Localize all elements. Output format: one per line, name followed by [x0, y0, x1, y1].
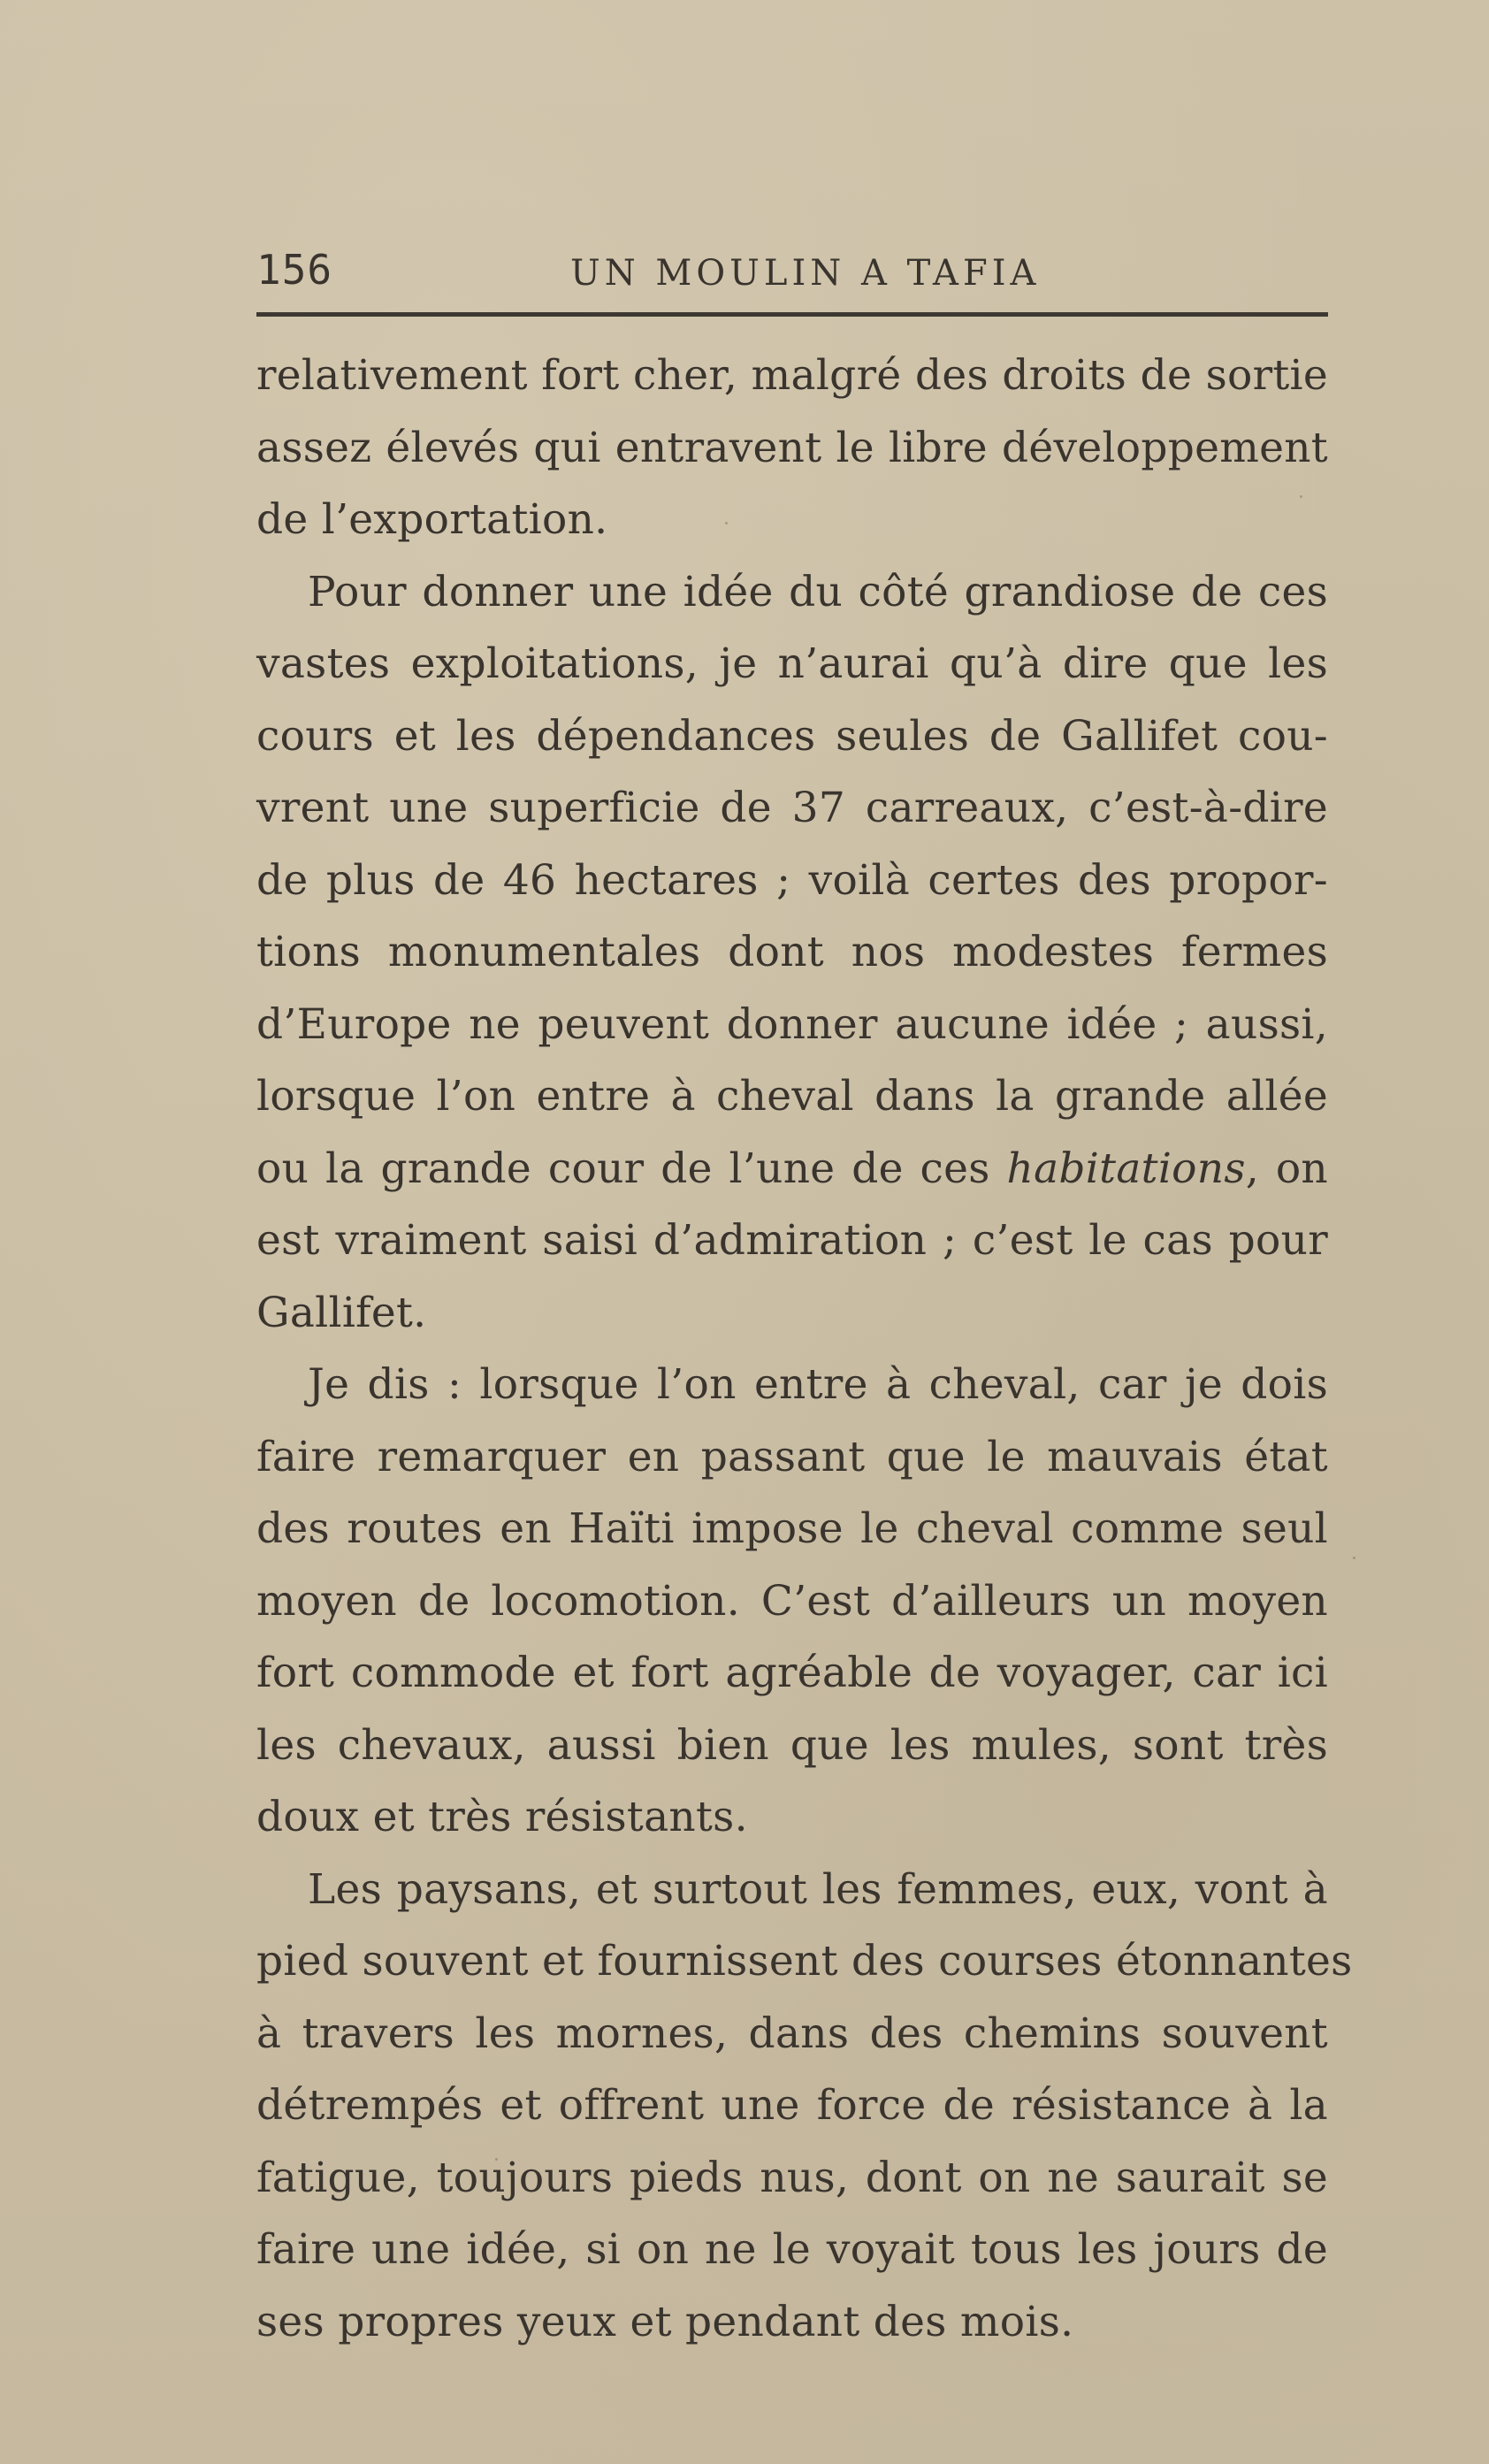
text-segment: faire remarquer en passant que le mauvais état [256, 1432, 1328, 1481]
text-segment: détrempés et offrent une force de résistance à la [256, 2081, 1328, 2130]
text-segment: moyen de locomotion. C’est d’ailleurs un moyen [256, 1576, 1328, 1626]
text-line [256, 340, 1328, 412]
text-line [256, 1493, 1328, 1565]
text-line [256, 1565, 1328, 1638]
text-line [256, 1133, 1328, 1205]
text-line [256, 1854, 1328, 1926]
text-segment: cours et les dépendances seules de Gallifet cou- [256, 711, 1328, 761]
page-number: 156 [256, 246, 333, 294]
text-segment: Pour donner une idée du côté grandiose de ces [308, 567, 1328, 616]
text-line [256, 916, 1328, 989]
text-line [256, 412, 1328, 485]
text-line [256, 1277, 1328, 1350]
text-line [256, 484, 1328, 556]
text-segment: d’Europe ne peuvent donner aucune idée ; aussi, [256, 999, 1328, 1049]
text-line [256, 2142, 1328, 2215]
text-line [256, 1060, 1328, 1133]
text-line [256, 628, 1328, 700]
text-segment: à travers les mornes, dans des chemins souvent [256, 2009, 1328, 2058]
text-segment: Je dis : lorsque l’on entre à cheval, car je dois [308, 1360, 1328, 1409]
text-segment: vastes exploitations, je n’aurai qu’à dire que les [256, 639, 1328, 688]
text-segment: faire une idée, si on ne le voyait tous les jours de [256, 2225, 1328, 2274]
text-segment: ses propres yeux et pendant des mois. [256, 2297, 1074, 2346]
paper-speck [725, 522, 728, 524]
text-line [256, 1998, 1328, 2070]
text-segment: des routes en Haïti impose le cheval comme seul [256, 1504, 1328, 1553]
text-line [256, 556, 1328, 629]
paper-speck [495, 2158, 498, 2161]
text-segment: fort commode et fort agréable de voyager, car ici [256, 1649, 1328, 1697]
text-line [256, 1710, 1328, 1782]
body-text [256, 340, 1353, 2358]
text-line [256, 2070, 1328, 2142]
text-segment: de plus de 46 hectares ; voilà certes des propor- [256, 855, 1328, 905]
text-segment: les chevaux, aussi bien que les mules, sont très [256, 1720, 1328, 1770]
text-segment: est vraiment saisi d’admiration ; c’est le cas pour [256, 1216, 1328, 1265]
text-segment: lorsque l’on entre à cheval dans la grande allée [256, 1072, 1328, 1121]
text-line [256, 700, 1328, 773]
text-segment: vrent une superficie de 37 carreaux, c’est-à-dire [256, 784, 1328, 832]
header-rule [256, 312, 1328, 317]
text-line [256, 845, 1328, 917]
text-segment: relativement fort cher, malgré des droits de sortie [256, 351, 1328, 400]
page-header [256, 237, 1326, 317]
text-line [256, 2286, 1328, 2359]
text-line [256, 2214, 1328, 2286]
text-line [256, 1205, 1328, 1277]
text-segment: pied souvent et fournissent des courses étonnantes [256, 1937, 1353, 1986]
running-title: UN MOULIN A TAFIA [570, 253, 1041, 294]
text-segment: tions monumentales dont nos modestes fermes [256, 928, 1328, 976]
text-segment: ou la grande cour de l’une de ces [256, 1144, 1007, 1193]
italic-term: habitations [1006, 1144, 1246, 1193]
paper-speck [1353, 1557, 1355, 1559]
text-segment: fatigue, toujours pieds nus, dont on ne saurait se [256, 2153, 1328, 2202]
paper-speck [1300, 495, 1302, 498]
text-line [256, 1781, 1328, 1854]
text-segment: doux et très résistants. [256, 1793, 748, 1841]
text-line [256, 1349, 1328, 1421]
text-segment: de l’exportation. [256, 495, 608, 544]
text-line [256, 1637, 1328, 1710]
text-line [256, 772, 1328, 845]
text-line [256, 1421, 1328, 1494]
text-line [256, 989, 1328, 1061]
text-segment: Gallifet. [256, 1288, 427, 1337]
text-segment: Les paysans, et surtout les femmes, eux, vont à [308, 1864, 1328, 1914]
text-segment: , on [1245, 1144, 1328, 1193]
text-segment: assez élevés qui entravent le libre développement [256, 423, 1328, 472]
text-line [256, 1925, 1353, 1998]
